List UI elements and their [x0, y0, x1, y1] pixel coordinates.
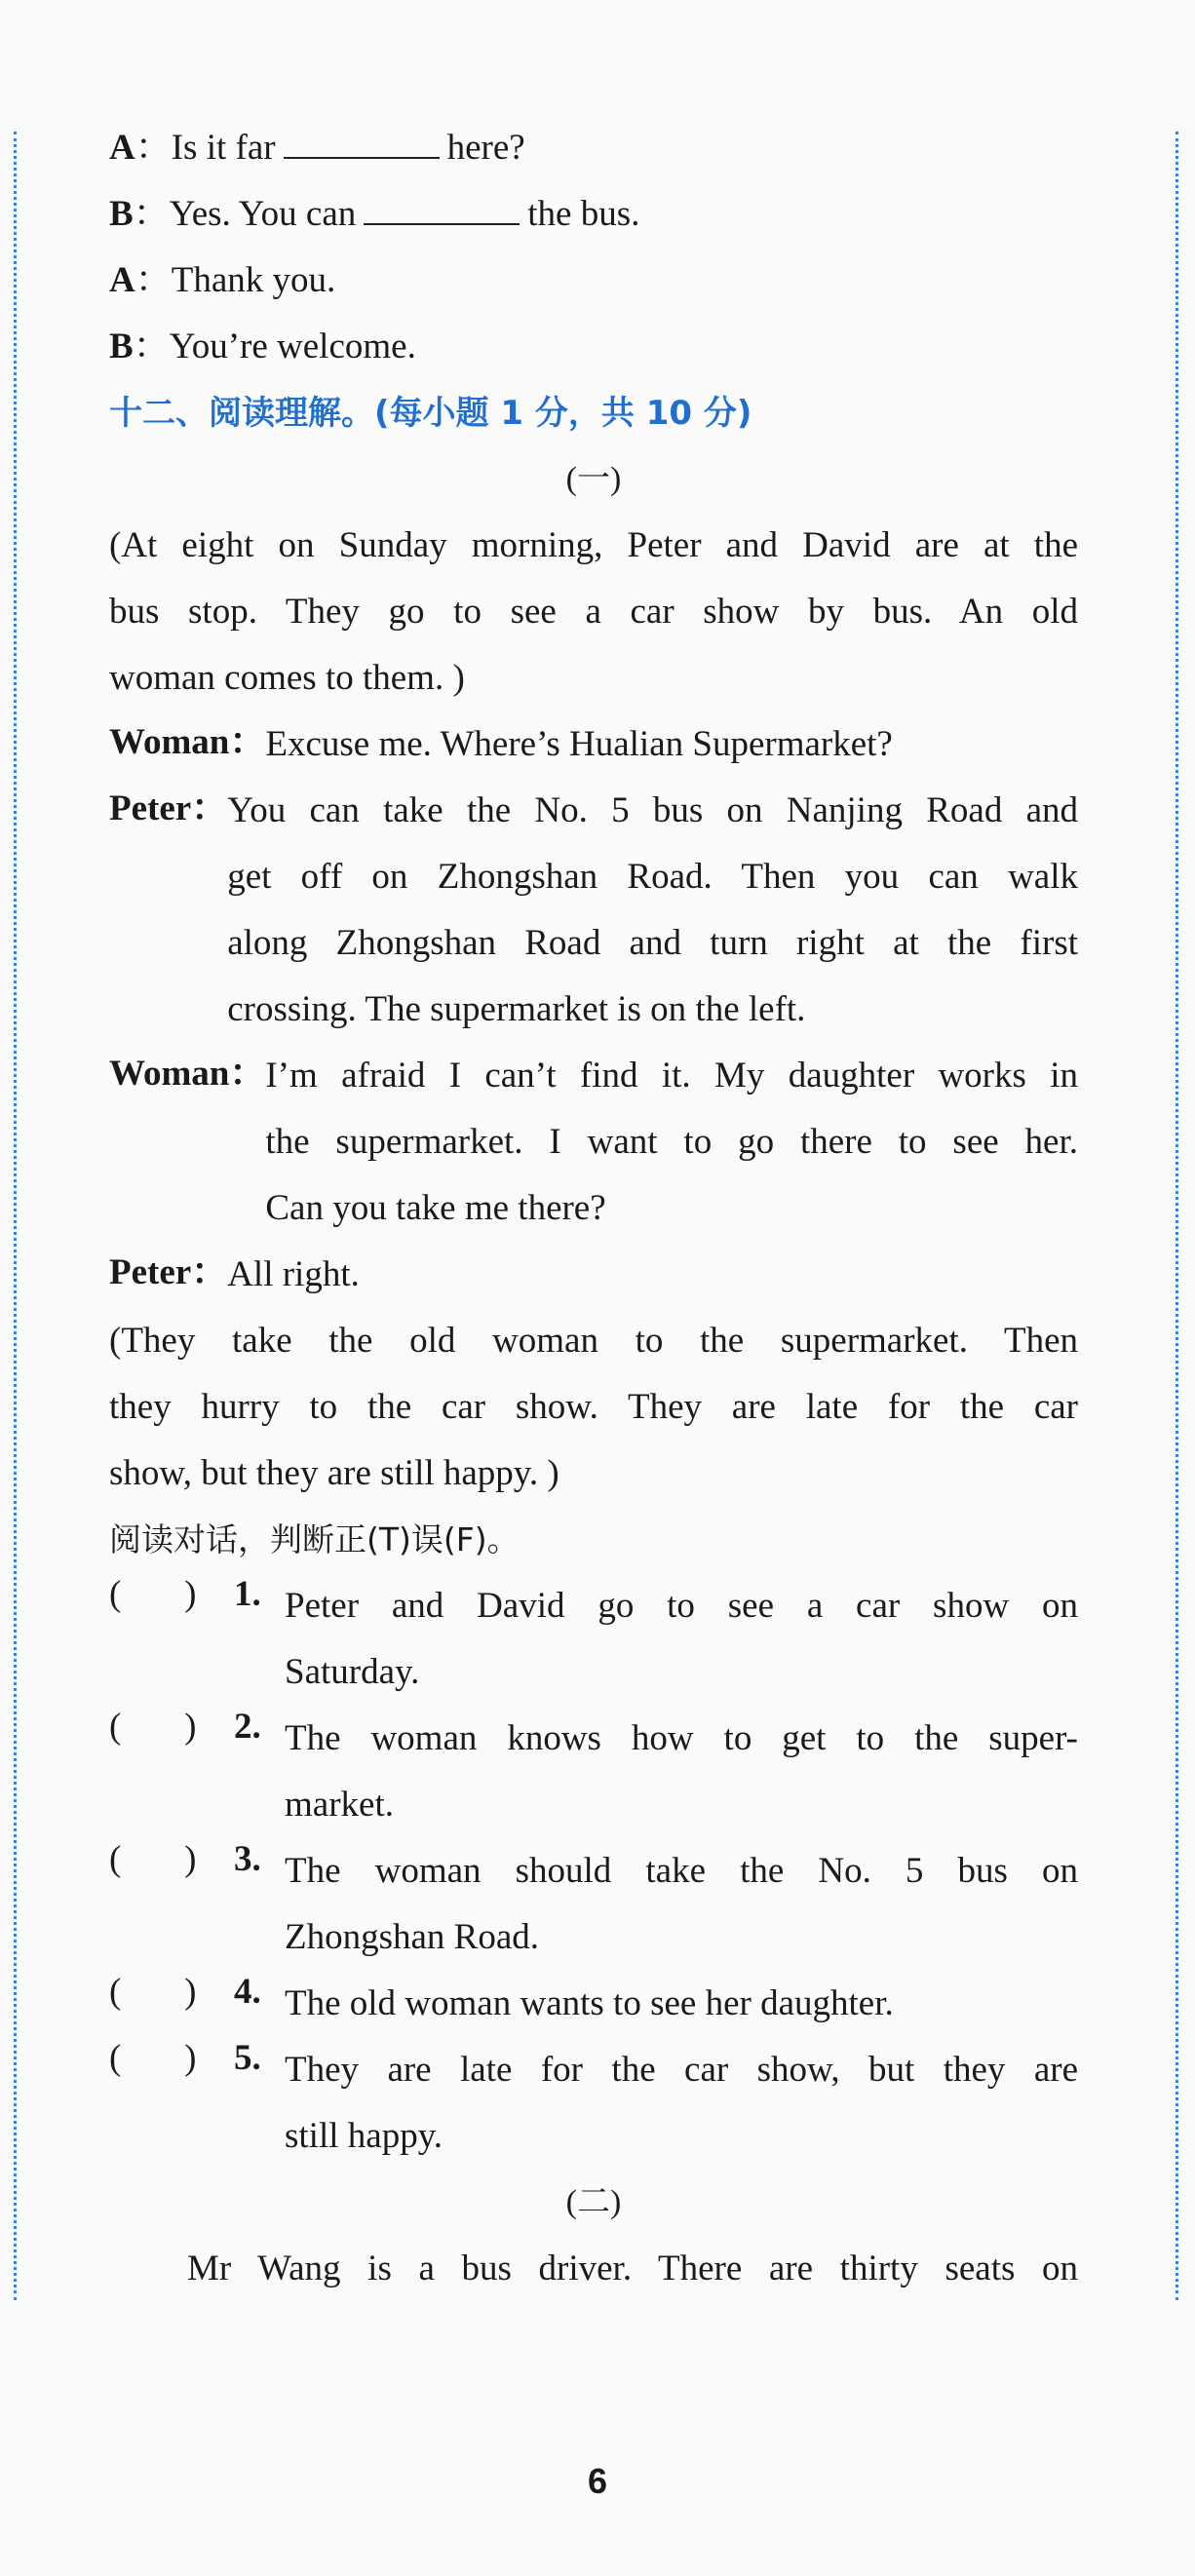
- answer-parentheses[interactable]: ( ): [109, 1707, 197, 1747]
- answer-parentheses[interactable]: ( ): [109, 2038, 197, 2078]
- part-label-2: (二): [565, 2184, 622, 2220]
- answer-parentheses[interactable]: ( ): [109, 1839, 197, 1879]
- left-margin-dotted-line: [14, 132, 17, 2300]
- line-text: Yes. You can: [169, 194, 357, 234]
- turn-line: Excuse me. Where’s Hualian Supermarket?: [265, 724, 893, 764]
- speaker: A: [109, 128, 135, 168]
- speaker: [109, 778, 227, 1043]
- question-number: 4.: [234, 1972, 261, 2012]
- question-line: They are late for the car show, but they are: [285, 2050, 1078, 2090]
- question-text: [285, 1838, 1078, 1971]
- line-text: the bus.: [527, 194, 640, 234]
- speaker-sep: ：: [191, 788, 228, 828]
- turn-text: [265, 1043, 1078, 1242]
- turn-line: Can you take me there?: [265, 1188, 606, 1228]
- speaker: B: [109, 327, 134, 366]
- passage-2-first-line: Mr Wang is a bus driver. There are thirty seats on: [187, 2249, 1078, 2288]
- turn-line: You can take the No. 5 bus on Nanjing Road and: [227, 790, 1078, 830]
- speaker-sep: ：: [135, 128, 172, 168]
- question-5: [109, 2037, 1078, 2170]
- line-text: Is it far: [171, 128, 276, 168]
- speaker-sep: ：: [133, 327, 170, 366]
- speaker-name: Woman: [109, 1054, 230, 1094]
- speaker-name: Woman: [109, 722, 230, 762]
- turn-line: along Zhongshan Road and turn right at the first: [227, 923, 1078, 963]
- question-line: The woman should take the No. 5 bus on: [285, 1851, 1078, 1891]
- turn-text: [265, 711, 1078, 778]
- page-number: 6: [587, 2461, 608, 2501]
- fill-blank[interactable]: [364, 194, 520, 225]
- question-line: Peter and David go to see a car show on: [285, 1586, 1078, 1626]
- question-number: 2.: [234, 1707, 261, 1747]
- speaker-sep: ：: [229, 722, 266, 762]
- question-line: The old woman wants to see her daughter.: [285, 1983, 894, 2023]
- question-line: still happy.: [285, 2116, 443, 2156]
- question-text: [285, 2037, 1078, 2170]
- line-text: here?: [446, 128, 525, 168]
- question-line: Saturday.: [285, 1652, 420, 1692]
- turn-line: I’m afraid I can’t find it. My daughter works in: [265, 1056, 1078, 1096]
- speaker: A: [109, 260, 135, 300]
- speaker-name: Peter: [109, 788, 192, 828]
- outro-line: (They take the old woman to the supermarket. Then: [109, 1321, 1078, 1361]
- turn-line: the supermarket. I want to go there to see her.: [265, 1122, 1078, 1162]
- page-content: [109, 115, 1078, 2302]
- turn-line: get off on Zhongshan Road. Then you can walk: [227, 857, 1078, 897]
- dialogue-line-3: [109, 248, 1078, 314]
- question-1: [109, 1573, 1078, 1706]
- question-number: 5.: [234, 2038, 261, 2078]
- intro-line: bus stop. They go to see a car show by bus. An old: [109, 592, 1078, 632]
- dialogue-turn-woman-2: [109, 1043, 1078, 1242]
- answer-parentheses[interactable]: ( ): [109, 1972, 197, 2012]
- right-margin-dotted-line: [1176, 132, 1178, 2300]
- speaker-sep: ：: [135, 260, 172, 300]
- speaker-sep: ：: [229, 1054, 266, 1094]
- question-line: Zhongshan Road.: [285, 1917, 540, 1957]
- turn-text: [227, 1242, 1078, 1308]
- line-text: You’re welcome.: [169, 327, 416, 366]
- intro-line: (At eight on Sunday morning, Peter and David are at the: [109, 525, 1078, 565]
- turn-line: All right.: [227, 1254, 360, 1294]
- speaker-sep: ：: [191, 1252, 228, 1292]
- question-text: [285, 1706, 1078, 1838]
- dialogue-line-4: [109, 314, 1078, 380]
- speaker: [109, 1043, 265, 1242]
- dialogue-turn-peter-1: [109, 778, 1078, 1043]
- dialogue-turn-peter-2: [109, 1242, 1078, 1308]
- dialogue-turn-woman-1: [109, 711, 1078, 778]
- dialogue-line-2: [109, 181, 1078, 248]
- part-label-1: (一): [565, 461, 622, 497]
- outro-line: they hurry to the car show. They are late for the car: [109, 1387, 1078, 1427]
- fill-blank[interactable]: [284, 128, 440, 159]
- section-title: 十二、阅读理解。(每小题 1 分，共 10 分): [109, 394, 752, 433]
- instruction: 阅读对话，判断正(T)误(F)。: [109, 1520, 520, 1558]
- intro-line: woman comes to them. ): [109, 658, 465, 698]
- turn-line: crossing. The supermarket is on the left.: [227, 989, 806, 1029]
- turn-text: [227, 778, 1078, 1043]
- speaker: [109, 1242, 227, 1308]
- dialogue-line-1: [109, 115, 1078, 181]
- question-line: The woman knows how to get to the super-: [285, 1718, 1078, 1758]
- speaker: B: [109, 194, 134, 234]
- question-number: 1.: [234, 1574, 261, 1614]
- speaker-name: Peter: [109, 1252, 192, 1292]
- speaker-sep: ：: [133, 194, 170, 234]
- answer-parentheses[interactable]: ( ): [109, 1574, 197, 1614]
- question-2: [109, 1706, 1078, 1838]
- question-number: 3.: [234, 1839, 261, 1879]
- outro-line: show, but they are still happy. ): [109, 1453, 559, 1493]
- line-text: Thank you.: [171, 260, 336, 300]
- question-4: [109, 1971, 1078, 2037]
- question-3: [109, 1838, 1078, 1971]
- speaker: [109, 711, 265, 778]
- question-text: [285, 1573, 1078, 1706]
- question-line: market.: [285, 1785, 394, 1825]
- question-text: [285, 1971, 1078, 2037]
